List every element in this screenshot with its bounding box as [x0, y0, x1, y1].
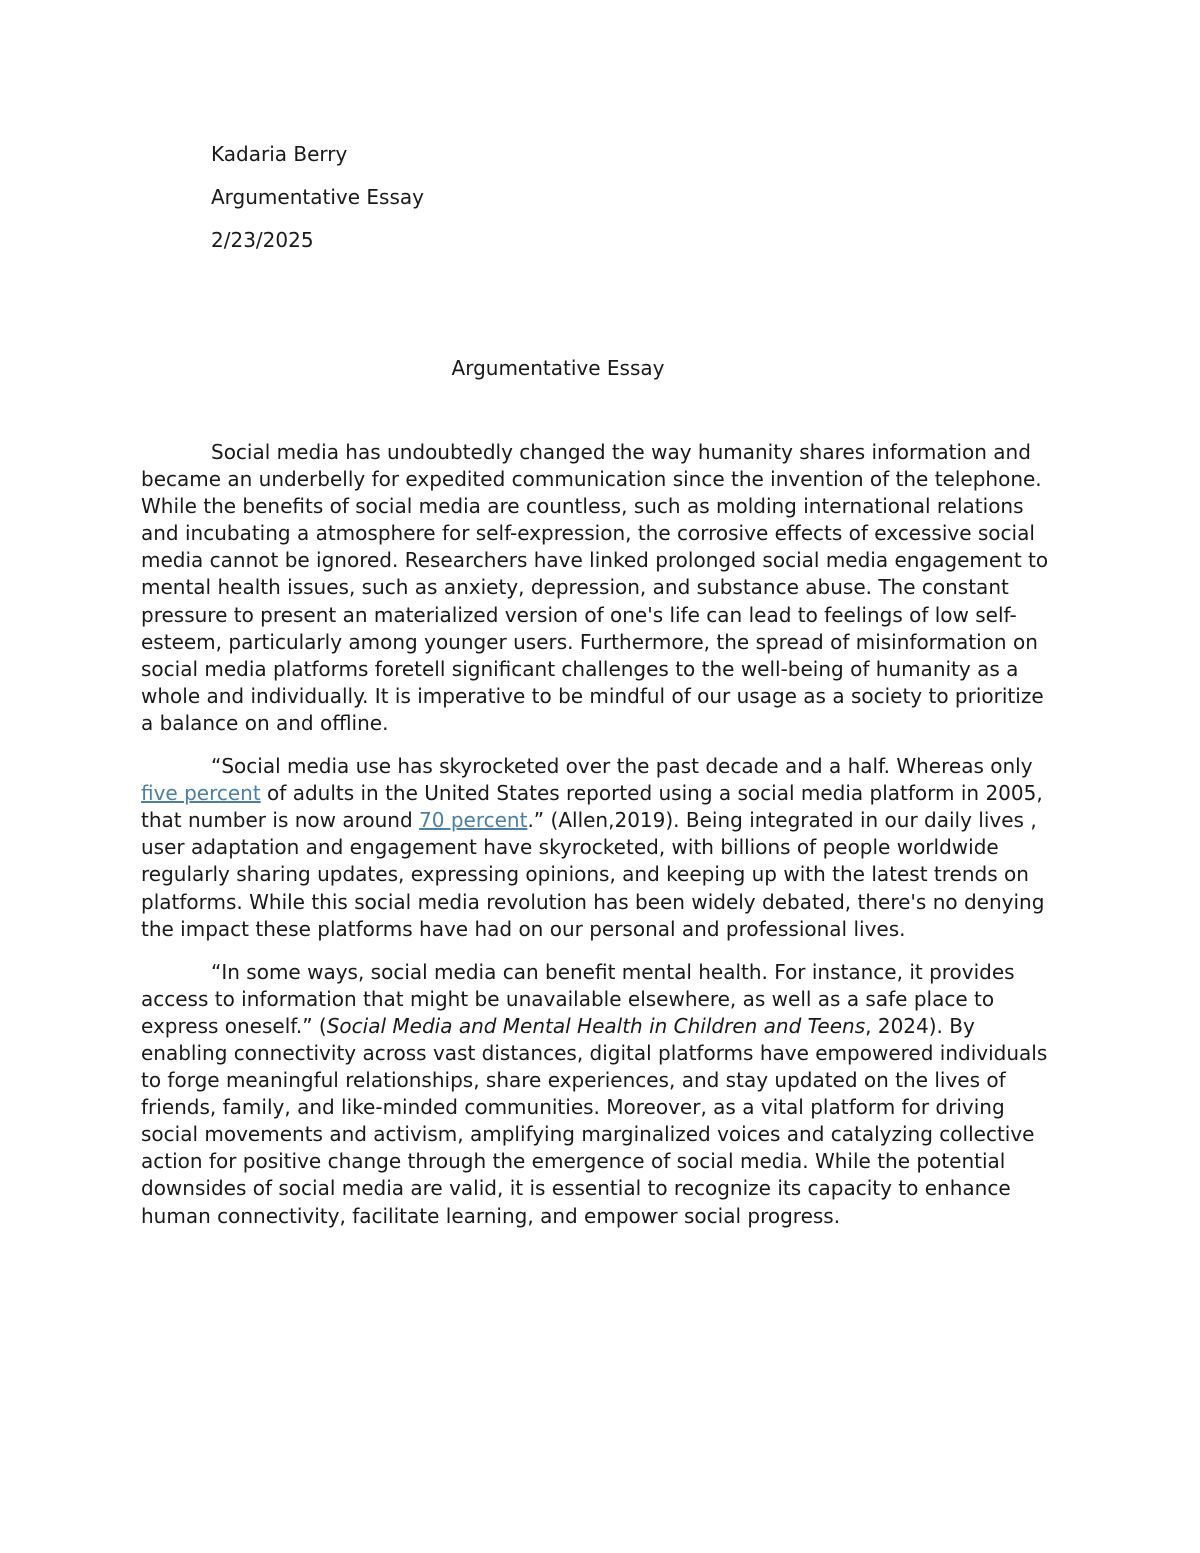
paragraph-3-text-a: “In some ways, social media can benefit mental health. For instance, it provides access to information that might be unavailable elsewhere, as well as a safe place to express oneself.” ( [141, 959, 1015, 1038]
paragraph-1: Social media has undoubtedly changed the way humanity shares information and became an underbelly for expedited communication since the invention of the telephone. While the benefits of social media are countless, such as molding international relations and incubating a atmosphere for self-expression, the corrosive effects of excessive social media cannot be ignored. Researchers have linked prolonged social media engagement to mental health issues, such as anxiety, depression, and substance abuse. The constant pressure to present an materialized version of one's life can lead to feelings of low self-esteem, particularly among younger users. Furthermore, the spread of misinformation on social media platforms foretell significant challenges to the well-being of humanity as a whole and individually. It is imperative to be mindful of our usage as a society to prioritize a balance on and offline. [141, 440, 1049, 735]
essay-date: 2/23/2025 [211, 228, 314, 252]
essay-body [141, 439, 1061, 1246]
essay-title: Argumentative Essay [451, 356, 665, 380]
seventy-percent-link[interactable]: 70 percent [419, 808, 528, 833]
paragraph-2-text-a: “Social media use has skyrocketed over the past decade and a half. Whereas only [211, 754, 1033, 779]
paragraph-3 [141, 959, 1061, 1230]
paragraph-2-text-b: of adults in the United States reported using a social media platform in 2005, that number is now around [141, 781, 1043, 833]
citation-title: Social Media and Mental Health in Children and Teens [326, 1013, 866, 1038]
five-percent-link[interactable]: five percent [141, 781, 261, 806]
course-title: Argumentative Essay [211, 185, 424, 209]
author-name: Kadaria Berry [211, 142, 348, 166]
paragraph-3-text-b: , 2024). By enabling connectivity across vast distances, digital platforms have empowered individuals to forge meaningful relationships, share experiences, and stay updated on the lives of friends, family, and like-minded communities. Moreover, as a vital platform for driving social movements and activism, amplifying marginalized voices and catalyzing collective action for positive change through the emergence of social media. While the potential downsides of social media are valid, it is essential to recognize its capacity to enhance human connectivity, facilitate learning, and empower social progress. [141, 1013, 1048, 1228]
paragraph-2 [141, 753, 1061, 943]
paragraph-2-text-c: .” (Allen,2019). Being integrated in our daily lives , user adaptation and engagement have skyrocketed, with billions of people worldwide regularly sharing updates, expressing opinions, and keeping up with the latest trends on platforms. While this social media revolution has been widely debated, there's no denying the impact these platforms have had on our personal and professional lives. [141, 808, 1045, 941]
